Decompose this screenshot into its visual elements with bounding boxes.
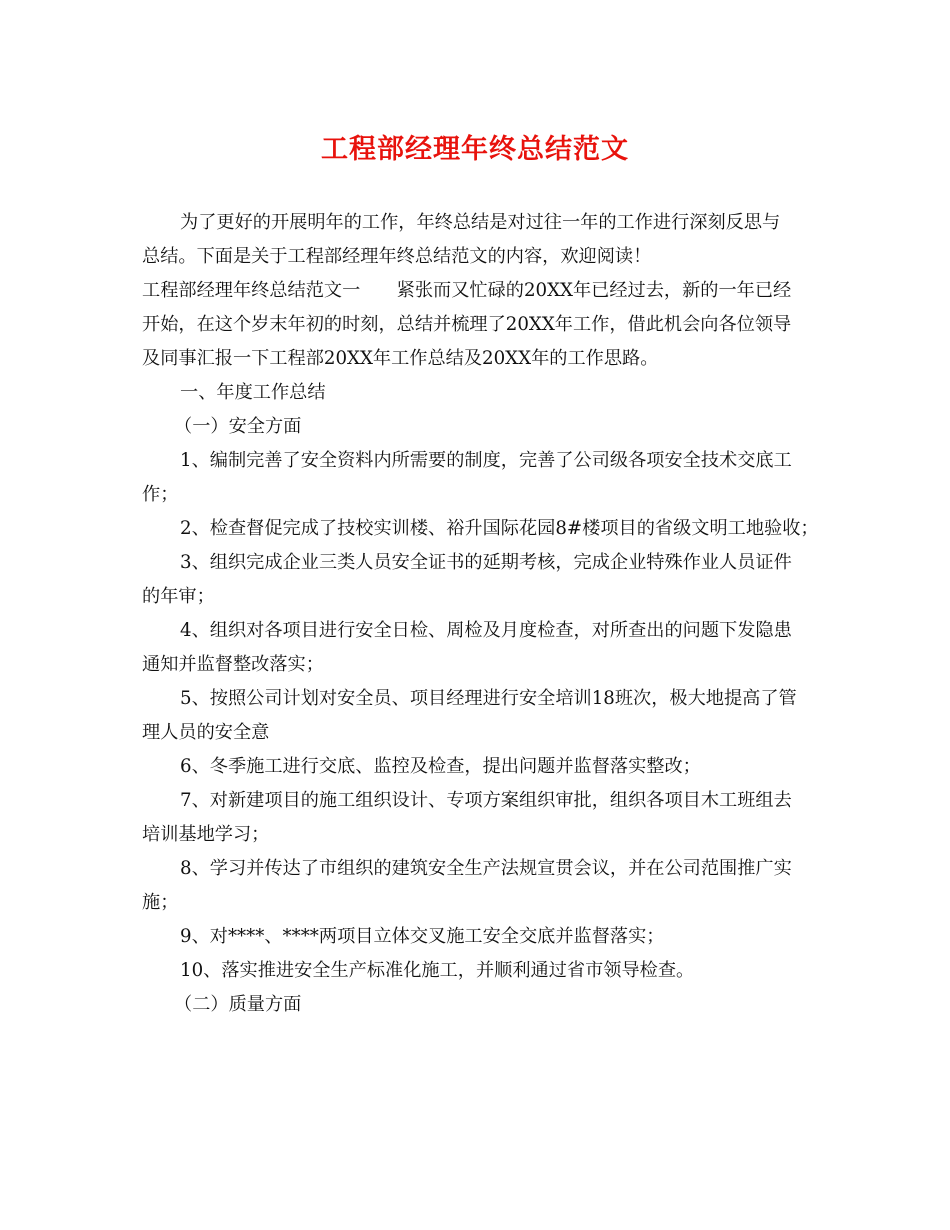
item-8-line-1: 8、学习并传达了市组织的建筑安全生产法规宣贯会议，并在公司范围推广实 bbox=[180, 858, 792, 879]
item-3-line-2: 的年审； bbox=[142, 586, 215, 607]
section-heading-1: 一、年度工作总结 bbox=[180, 382, 326, 403]
subsection-heading-quality: （二）质量方面 bbox=[174, 994, 302, 1015]
item-1-line-1: 1、编制完善了安全资料内所需要的制度，完善了公司级各项安全技术交底工 bbox=[180, 450, 792, 471]
item-4-line-2: 通知并监督整改落实； bbox=[142, 654, 324, 675]
item-9: 9、对****、****两项目立体交叉施工安全交底并监督落实； bbox=[180, 926, 665, 947]
item-5-line-2: 理人员的安全意 bbox=[142, 722, 270, 743]
document-title: 工程部经理年终总结范文 bbox=[321, 134, 629, 165]
document-body bbox=[142, 206, 819, 1022]
intro-line-1: 为了更好的开展明年的工作，年终总结是对过往一年的工作进行深刻反思与 bbox=[180, 212, 781, 233]
item-3-line-1: 3、组织完成企业三类人员安全证书的延期考核，完成企业特殊作业人员证件 bbox=[180, 552, 792, 573]
paragraph-1-line-2: 开始，在这个岁末年初的时刻，总结并梳理了20XX年工作，借此机会向各位领导 bbox=[142, 314, 792, 335]
item-5-line-1: 5、按照公司计划对安全员、项目经理进行安全培训18班次，极大地提高了管 bbox=[180, 688, 797, 709]
paragraph-1-line-3: 及同事汇报一下工程部20XX年工作总结及20XX年的工作思路。 bbox=[142, 348, 659, 369]
item-1-line-2: 作； bbox=[142, 484, 179, 505]
item-7-line-2: 培训基地学习； bbox=[142, 824, 270, 845]
item-8-line-2: 施； bbox=[142, 892, 179, 913]
item-2: 2、检查督促完成了技校实训楼、裕升国际花园8#楼项目的省级文明工地验收； bbox=[180, 518, 819, 539]
intro-line-2: 总结。下面是关于工程部经理年终总结范文的内容，欢迎阅读！ bbox=[142, 246, 652, 267]
item-10: 10、落实推进安全生产标准化施工，并顺利通过省市领导检查。 bbox=[180, 960, 695, 981]
item-7-line-1: 7、对新建项目的施工组织设计、专项方案组织审批，组织各项目木工班组去 bbox=[180, 790, 792, 811]
item-4-line-1: 4、组织对各项目进行安全日检、周检及月度检查，对所查出的问题下发隐患 bbox=[180, 620, 792, 641]
subsection-heading-safety: （一）安全方面 bbox=[174, 416, 302, 437]
item-6: 6、冬季施工进行交底、监控及检查，提出问题并监督落实整改； bbox=[180, 756, 701, 777]
paragraph-1-line-1: 工程部经理年终总结范文一 紧张而又忙碌的20XX年已经过去，新的一年已经 bbox=[142, 280, 792, 301]
